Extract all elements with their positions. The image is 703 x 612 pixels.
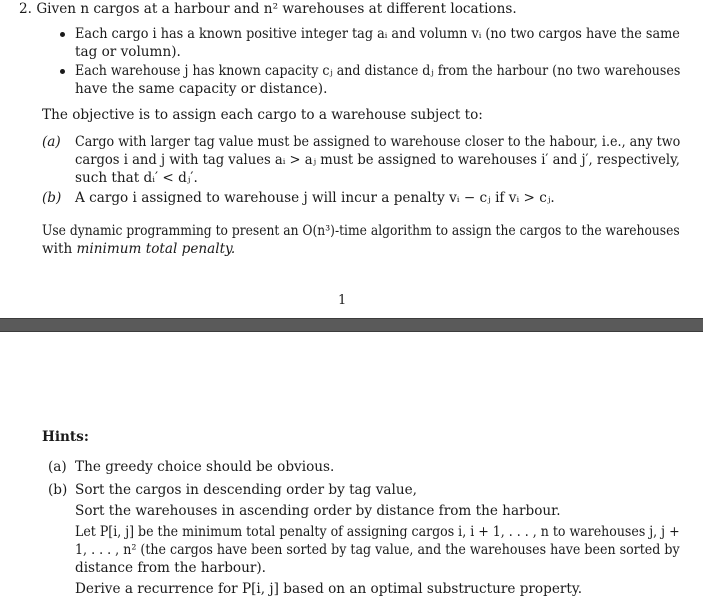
hint-b-line-5: distance from the harbour). [75, 560, 266, 576]
hint-a-line-1: The greedy choice should be obvious. [75, 459, 335, 475]
bullet-2-line-2: have the same capacity or distance). [75, 81, 328, 97]
problem-intro-text: Given n cargos at a harbour and n² warehouses at different locations. [36, 1, 517, 17]
condition-a-line-3: such that dᵢ′ < dⱼ′. [75, 170, 198, 186]
bullet-2-line-1: Each warehouse j has known capacity cⱼ and distance dⱼ from the harbour (no two warehouses [75, 63, 681, 79]
hint-b-line-1: Sort the cargos in descending order by tag value, [75, 482, 417, 498]
condition-b-line-1: A cargo i assigned to warehouse j will incur a penalty vᵢ − cⱼ if vᵢ > cⱼ. [75, 190, 555, 206]
bullet-dot-2 [60, 69, 65, 74]
hint-b-line-3: Let P[i, j] be the minimum total penalty of assigning cargos i, i + 1, . . . , n to warehouses j, j + [75, 524, 680, 540]
page-2 [0, 330, 703, 612]
hints-title: Hints: [42, 429, 89, 445]
condition-a-label: (a) [42, 134, 61, 150]
condition-a-line-2: cargos i and j with tag values aᵢ > aⱼ must be assigned to warehouses i′ and j′, respectively, [75, 152, 680, 168]
hint-b-line-2: Sort the warehouses in ascending order by distance from the harbour. [75, 503, 561, 519]
bullet-dot-1 [60, 32, 65, 37]
bullet-1-line-2: tag or volumn). [75, 44, 181, 60]
hint-b-line-4: 1, . . . , n² (the cargos have been sorted by tag value, and the warehouses have been sorted by [75, 542, 680, 558]
condition-b-label: (b) [42, 190, 62, 206]
problem-intro [19, 0, 517, 18]
task-line-2-prefix: with [42, 241, 73, 257]
objective-text: The objective is to assign each cargo to a warehouse subject to: [42, 107, 483, 123]
hint-b-label: (b) [48, 482, 68, 498]
task-emphasis: minimum total penalty. [76, 241, 236, 257]
hint-a-label: (a) [48, 459, 67, 475]
task-line-2 [42, 240, 235, 258]
page-number: 1 [338, 293, 347, 308]
problem-number: 2. [19, 1, 32, 17]
hint-b-line-6: Derive a recurrence for P[i, j] based on an optimal substructure property. [75, 581, 583, 597]
bullet-1-line-1: Each cargo i has a known positive integer tag aᵢ and volumn vᵢ (no two cargos have the same [75, 26, 680, 42]
condition-a-line-1: Cargo with larger tag value must be assigned to warehouse closer to the habour, i.e., any two [75, 134, 681, 150]
task-line-1: Use dynamic programming to present an O(n³)-time algorithm to assign the cargos to the warehouses [42, 223, 680, 239]
